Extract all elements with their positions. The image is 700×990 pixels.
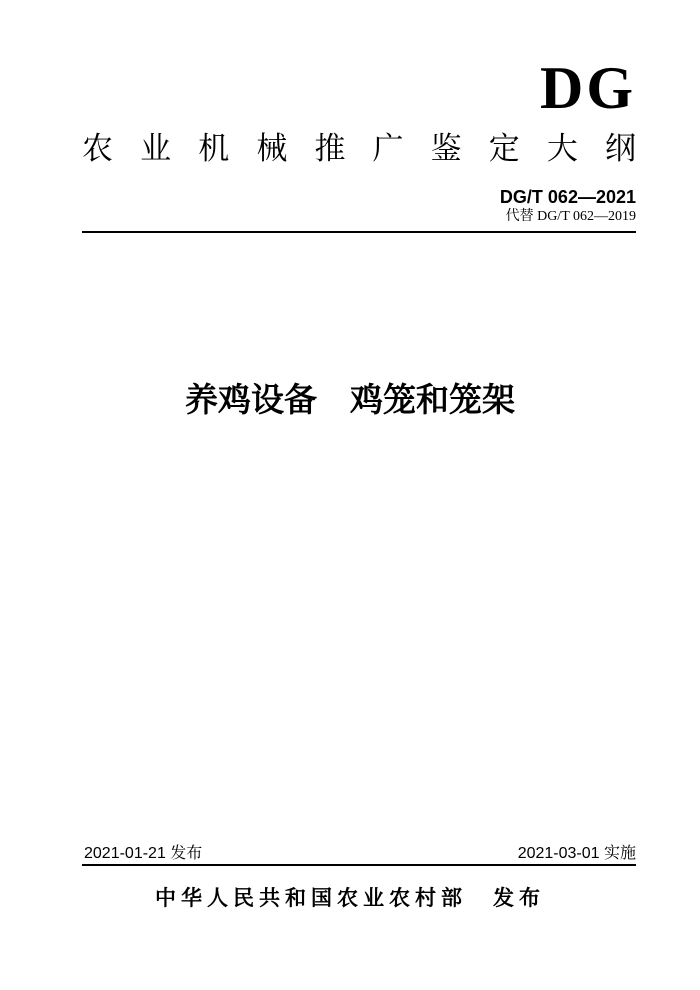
publisher-line: 中华人民共和国农业农村部 发布 bbox=[155, 887, 545, 910]
dg-logo: DG bbox=[540, 55, 636, 121]
footer-rule bbox=[82, 864, 636, 866]
document-title: 养鸡设备 鸡笼和笼架 bbox=[185, 381, 515, 418]
implement-date: 2021-03-01 实施 bbox=[517, 845, 636, 862]
outline-title: 农 业 机 械 推 广 鉴 定 大 纲 bbox=[82, 131, 636, 166]
dates-row bbox=[84, 845, 636, 863]
header-rule bbox=[82, 231, 636, 233]
issue-date: 2021-01-21 发布 bbox=[84, 845, 203, 862]
replaces-note: 代替 DG/T 062—2019 bbox=[505, 209, 636, 224]
standard-number: DG/T 062—2021 bbox=[499, 187, 636, 207]
